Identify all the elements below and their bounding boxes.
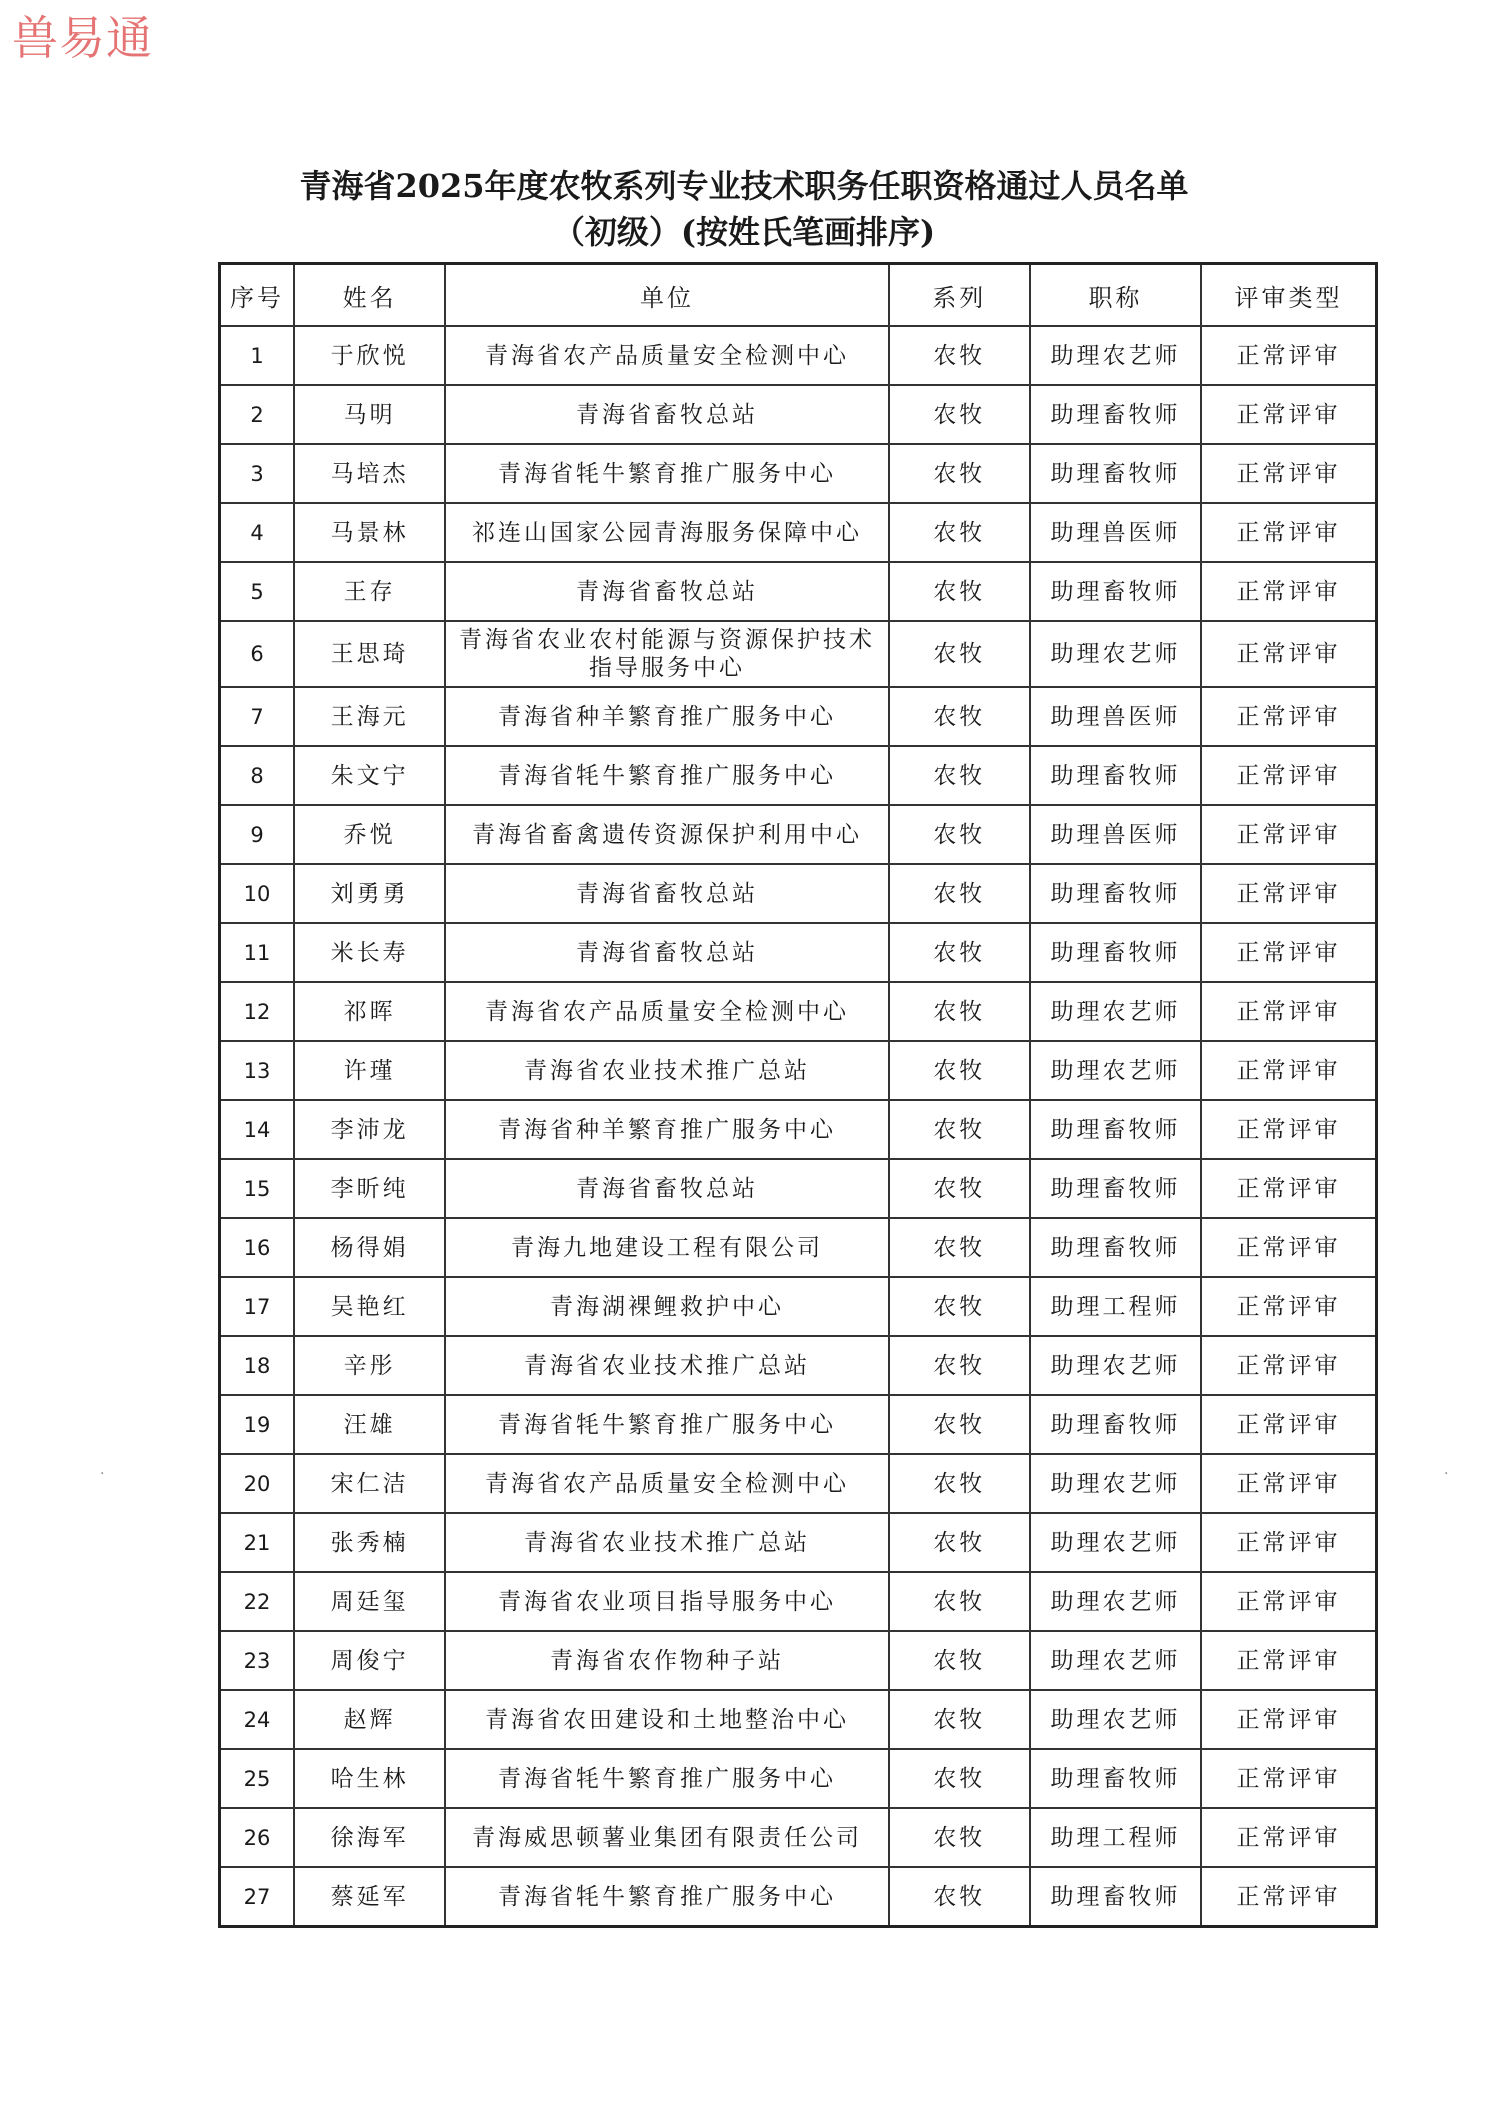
row-series: 农牧 xyxy=(889,1808,1030,1867)
row-name: 哈生林 xyxy=(294,1749,445,1808)
row-review-type: 正常评审 xyxy=(1201,1749,1376,1808)
row-title: 助理农艺师 xyxy=(1030,1631,1201,1690)
row-no: 1 xyxy=(220,326,295,385)
table-row xyxy=(220,805,1377,864)
row-unit: 青海省牦牛繁育推广服务中心 xyxy=(445,746,888,805)
row-series: 农牧 xyxy=(889,805,1030,864)
row-name: 徐海军 xyxy=(294,1808,445,1867)
row-title: 助理工程师 xyxy=(1030,1808,1201,1867)
row-unit: 青海省农业技术推广总站 xyxy=(445,1336,888,1395)
row-review-type: 正常评审 xyxy=(1201,1690,1376,1749)
table-row xyxy=(220,1100,1377,1159)
row-unit: 青海省农作物种子站 xyxy=(445,1631,888,1690)
row-no: 25 xyxy=(220,1749,295,1808)
row-no: 8 xyxy=(220,746,295,805)
row-no: 21 xyxy=(220,1513,295,1572)
row-name: 于欣悦 xyxy=(294,326,445,385)
row-unit: 青海省种羊繁育推广服务中心 xyxy=(445,687,888,746)
row-name: 赵辉 xyxy=(294,1690,445,1749)
row-review-type: 正常评审 xyxy=(1201,621,1376,687)
row-review-type: 正常评审 xyxy=(1201,923,1376,982)
row-title: 助理兽医师 xyxy=(1030,805,1201,864)
row-review-type: 正常评审 xyxy=(1201,1041,1376,1100)
table-row xyxy=(220,1513,1377,1572)
row-no: 22 xyxy=(220,1572,295,1631)
row-name: 周廷玺 xyxy=(294,1572,445,1631)
row-title: 助理畜牧师 xyxy=(1030,1749,1201,1808)
row-unit: 青海省农业技术推广总站 xyxy=(445,1041,888,1100)
table-row xyxy=(220,1218,1377,1277)
row-name: 米长寿 xyxy=(294,923,445,982)
row-name: 吴艳红 xyxy=(294,1277,445,1336)
row-review-type: 正常评审 xyxy=(1201,1454,1376,1513)
row-review-type: 正常评审 xyxy=(1201,1572,1376,1631)
row-series: 农牧 xyxy=(889,746,1030,805)
row-no: 6 xyxy=(220,621,295,687)
row-review-type: 正常评审 xyxy=(1201,864,1376,923)
row-series: 农牧 xyxy=(889,562,1030,621)
row-series: 农牧 xyxy=(889,1100,1030,1159)
table-row xyxy=(220,1395,1377,1454)
table-row xyxy=(220,1454,1377,1513)
document-subtitle: （初级）(按姓氏笔画排序) xyxy=(552,213,936,251)
row-no: 16 xyxy=(220,1218,295,1277)
table-row xyxy=(220,746,1377,805)
table-row xyxy=(220,864,1377,923)
row-no: 13 xyxy=(220,1041,295,1100)
row-title: 助理农艺师 xyxy=(1030,1336,1201,1395)
table-row xyxy=(220,385,1377,444)
row-no: 17 xyxy=(220,1277,295,1336)
row-review-type: 正常评审 xyxy=(1201,1513,1376,1572)
row-review-type: 正常评审 xyxy=(1201,1100,1376,1159)
table-body xyxy=(220,326,1377,1927)
row-series: 农牧 xyxy=(889,1277,1030,1336)
row-review-type: 正常评审 xyxy=(1201,1631,1376,1690)
header-series: 系列 xyxy=(889,264,1030,327)
table-row xyxy=(220,982,1377,1041)
row-series: 农牧 xyxy=(889,982,1030,1041)
row-unit: 青海省畜牧总站 xyxy=(445,385,888,444)
row-series: 农牧 xyxy=(889,1867,1030,1927)
row-series: 农牧 xyxy=(889,1454,1030,1513)
row-series: 农牧 xyxy=(889,1336,1030,1395)
header-review-type: 评审类型 xyxy=(1201,264,1376,327)
header-name: 姓名 xyxy=(294,264,445,327)
row-name: 刘勇勇 xyxy=(294,864,445,923)
row-unit: 青海湖裸鲤救护中心 xyxy=(445,1277,888,1336)
row-review-type: 正常评审 xyxy=(1201,982,1376,1041)
row-review-type: 正常评审 xyxy=(1201,385,1376,444)
row-title: 助理兽医师 xyxy=(1030,503,1201,562)
row-no: 23 xyxy=(220,1631,295,1690)
row-name: 蔡延军 xyxy=(294,1867,445,1927)
roster-table xyxy=(218,262,1378,1928)
row-name: 宋仁洁 xyxy=(294,1454,445,1513)
row-name: 马明 xyxy=(294,385,445,444)
row-review-type: 正常评审 xyxy=(1201,1867,1376,1927)
row-unit: 青海省畜禽遗传资源保护利用中心 xyxy=(445,805,888,864)
row-title: 助理农艺师 xyxy=(1030,1454,1201,1513)
row-review-type: 正常评审 xyxy=(1201,326,1376,385)
row-unit: 青海省畜牧总站 xyxy=(445,864,888,923)
row-series: 农牧 xyxy=(889,1041,1030,1100)
row-series: 农牧 xyxy=(889,687,1030,746)
row-no: 11 xyxy=(220,923,295,982)
row-review-type: 正常评审 xyxy=(1201,1395,1376,1454)
table-row xyxy=(220,621,1377,687)
header-title: 职称 xyxy=(1030,264,1201,327)
table-header-row xyxy=(220,264,1377,327)
row-no: 10 xyxy=(220,864,295,923)
row-review-type: 正常评审 xyxy=(1201,1336,1376,1395)
row-series: 农牧 xyxy=(889,1690,1030,1749)
row-no: 15 xyxy=(220,1159,295,1218)
table-row xyxy=(220,1690,1377,1749)
row-name: 马景林 xyxy=(294,503,445,562)
row-name: 王存 xyxy=(294,562,445,621)
row-unit: 祁连山国家公园青海服务保障中心 xyxy=(445,503,888,562)
row-unit: 青海省牦牛繁育推广服务中心 xyxy=(445,1749,888,1808)
row-title: 助理农艺师 xyxy=(1030,326,1201,385)
row-series: 农牧 xyxy=(889,444,1030,503)
row-no: 26 xyxy=(220,1808,295,1867)
row-name: 王思琦 xyxy=(294,621,445,687)
row-title: 助理农艺师 xyxy=(1030,621,1201,687)
row-title: 助理畜牧师 xyxy=(1030,864,1201,923)
row-review-type: 正常评审 xyxy=(1201,562,1376,621)
row-unit: 青海省畜牧总站 xyxy=(445,1159,888,1218)
row-review-type: 正常评审 xyxy=(1201,687,1376,746)
row-review-type: 正常评审 xyxy=(1201,746,1376,805)
row-name: 马培杰 xyxy=(294,444,445,503)
header-unit: 单位 xyxy=(445,264,888,327)
row-name: 杨得娟 xyxy=(294,1218,445,1277)
row-name: 王海元 xyxy=(294,687,445,746)
row-no: 2 xyxy=(220,385,295,444)
row-name: 许瑾 xyxy=(294,1041,445,1100)
row-title: 助理农艺师 xyxy=(1030,1572,1201,1631)
table-row xyxy=(220,1041,1377,1100)
row-unit: 青海省农田建设和土地整治中心 xyxy=(445,1690,888,1749)
table-row xyxy=(220,326,1377,385)
row-no: 19 xyxy=(220,1395,295,1454)
table-row xyxy=(220,562,1377,621)
row-review-type: 正常评审 xyxy=(1201,1218,1376,1277)
row-title: 助理畜牧师 xyxy=(1030,1218,1201,1277)
document-title: 青海省2025年度农牧系列专业技术职务任职资格通过人员名单 xyxy=(299,167,1189,205)
table-row xyxy=(220,687,1377,746)
row-title: 助理畜牧师 xyxy=(1030,1867,1201,1927)
row-title: 助理兽医师 xyxy=(1030,687,1201,746)
row-no: 12 xyxy=(220,982,295,1041)
row-name: 乔悦 xyxy=(294,805,445,864)
row-no: 4 xyxy=(220,503,295,562)
row-title: 助理农艺师 xyxy=(1030,982,1201,1041)
row-unit: 青海省农产品质量安全检测中心 xyxy=(445,326,888,385)
table-row xyxy=(220,444,1377,503)
row-series: 农牧 xyxy=(889,1395,1030,1454)
row-title: 助理农艺师 xyxy=(1030,1041,1201,1100)
row-no: 20 xyxy=(220,1454,295,1513)
table-row xyxy=(220,1159,1377,1218)
row-review-type: 正常评审 xyxy=(1201,805,1376,864)
row-unit: 青海省农产品质量安全检测中心 xyxy=(445,982,888,1041)
row-unit: 青海省农业技术推广总站 xyxy=(445,1513,888,1572)
row-series: 农牧 xyxy=(889,503,1030,562)
row-no: 3 xyxy=(220,444,295,503)
table-row xyxy=(220,503,1377,562)
row-unit: 青海省牦牛繁育推广服务中心 xyxy=(445,1395,888,1454)
table-row xyxy=(220,1572,1377,1631)
row-name: 汪雄 xyxy=(294,1395,445,1454)
table-row xyxy=(220,1631,1377,1690)
row-no: 18 xyxy=(220,1336,295,1395)
row-unit: 青海省牦牛繁育推广服务中心 xyxy=(445,1867,888,1927)
table-row xyxy=(220,923,1377,982)
row-review-type: 正常评审 xyxy=(1201,1277,1376,1336)
row-series: 农牧 xyxy=(889,864,1030,923)
row-review-type: 正常评审 xyxy=(1201,503,1376,562)
row-series: 农牧 xyxy=(889,326,1030,385)
row-name: 周俊宁 xyxy=(294,1631,445,1690)
table-row xyxy=(220,1808,1377,1867)
table-row xyxy=(220,1749,1377,1808)
row-title: 助理畜牧师 xyxy=(1030,1100,1201,1159)
row-unit: 青海省农业农村能源与资源保护技术指导服务中心 xyxy=(445,621,888,687)
table-row xyxy=(220,1336,1377,1395)
row-no: 7 xyxy=(220,687,295,746)
row-title: 助理畜牧师 xyxy=(1030,385,1201,444)
row-unit: 青海威思顿薯业集团有限责任公司 xyxy=(445,1808,888,1867)
row-no: 14 xyxy=(220,1100,295,1159)
row-unit: 青海省畜牧总站 xyxy=(445,562,888,621)
row-no: 24 xyxy=(220,1690,295,1749)
row-no: 27 xyxy=(220,1867,295,1927)
row-title: 助理畜牧师 xyxy=(1030,746,1201,805)
row-title: 助理畜牧师 xyxy=(1030,444,1201,503)
row-unit: 青海省农产品质量安全检测中心 xyxy=(445,1454,888,1513)
row-unit: 青海省农业项目指导服务中心 xyxy=(445,1572,888,1631)
row-no: 9 xyxy=(220,805,295,864)
row-name: 李沛龙 xyxy=(294,1100,445,1159)
row-series: 农牧 xyxy=(889,923,1030,982)
row-review-type: 正常评审 xyxy=(1201,444,1376,503)
row-series: 农牧 xyxy=(889,1749,1030,1808)
row-name: 李昕纯 xyxy=(294,1159,445,1218)
row-name: 张秀楠 xyxy=(294,1513,445,1572)
row-series: 农牧 xyxy=(889,1572,1030,1631)
row-name: 祁晖 xyxy=(294,982,445,1041)
row-unit: 青海省牦牛繁育推广服务中心 xyxy=(445,444,888,503)
row-series: 农牧 xyxy=(889,385,1030,444)
row-unit: 青海省畜牧总站 xyxy=(445,923,888,982)
table-row xyxy=(220,1867,1377,1927)
row-title: 助理畜牧师 xyxy=(1030,1395,1201,1454)
row-name: 朱文宁 xyxy=(294,746,445,805)
row-review-type: 正常评审 xyxy=(1201,1159,1376,1218)
row-unit: 青海九地建设工程有限公司 xyxy=(445,1218,888,1277)
row-series: 农牧 xyxy=(889,621,1030,687)
scan-artifact: · xyxy=(100,1466,105,1482)
row-series: 农牧 xyxy=(889,1631,1030,1690)
row-title: 助理农艺师 xyxy=(1030,1513,1201,1572)
row-unit: 青海省种羊繁育推广服务中心 xyxy=(445,1100,888,1159)
row-series: 农牧 xyxy=(889,1159,1030,1218)
row-name: 辛彤 xyxy=(294,1336,445,1395)
scan-artifact: · xyxy=(1444,1466,1449,1482)
row-review-type: 正常评审 xyxy=(1201,1808,1376,1867)
row-title: 助理畜牧师 xyxy=(1030,1159,1201,1218)
row-title: 助理畜牧师 xyxy=(1030,923,1201,982)
row-title: 助理农艺师 xyxy=(1030,1690,1201,1749)
header-no: 序号 xyxy=(220,264,295,327)
row-title: 助理畜牧师 xyxy=(1030,562,1201,621)
row-series: 农牧 xyxy=(889,1513,1030,1572)
row-series: 农牧 xyxy=(889,1218,1030,1277)
row-title: 助理工程师 xyxy=(1030,1277,1201,1336)
watermark-logo: 兽易通 xyxy=(12,11,153,65)
table-row xyxy=(220,1277,1377,1336)
row-no: 5 xyxy=(220,562,295,621)
